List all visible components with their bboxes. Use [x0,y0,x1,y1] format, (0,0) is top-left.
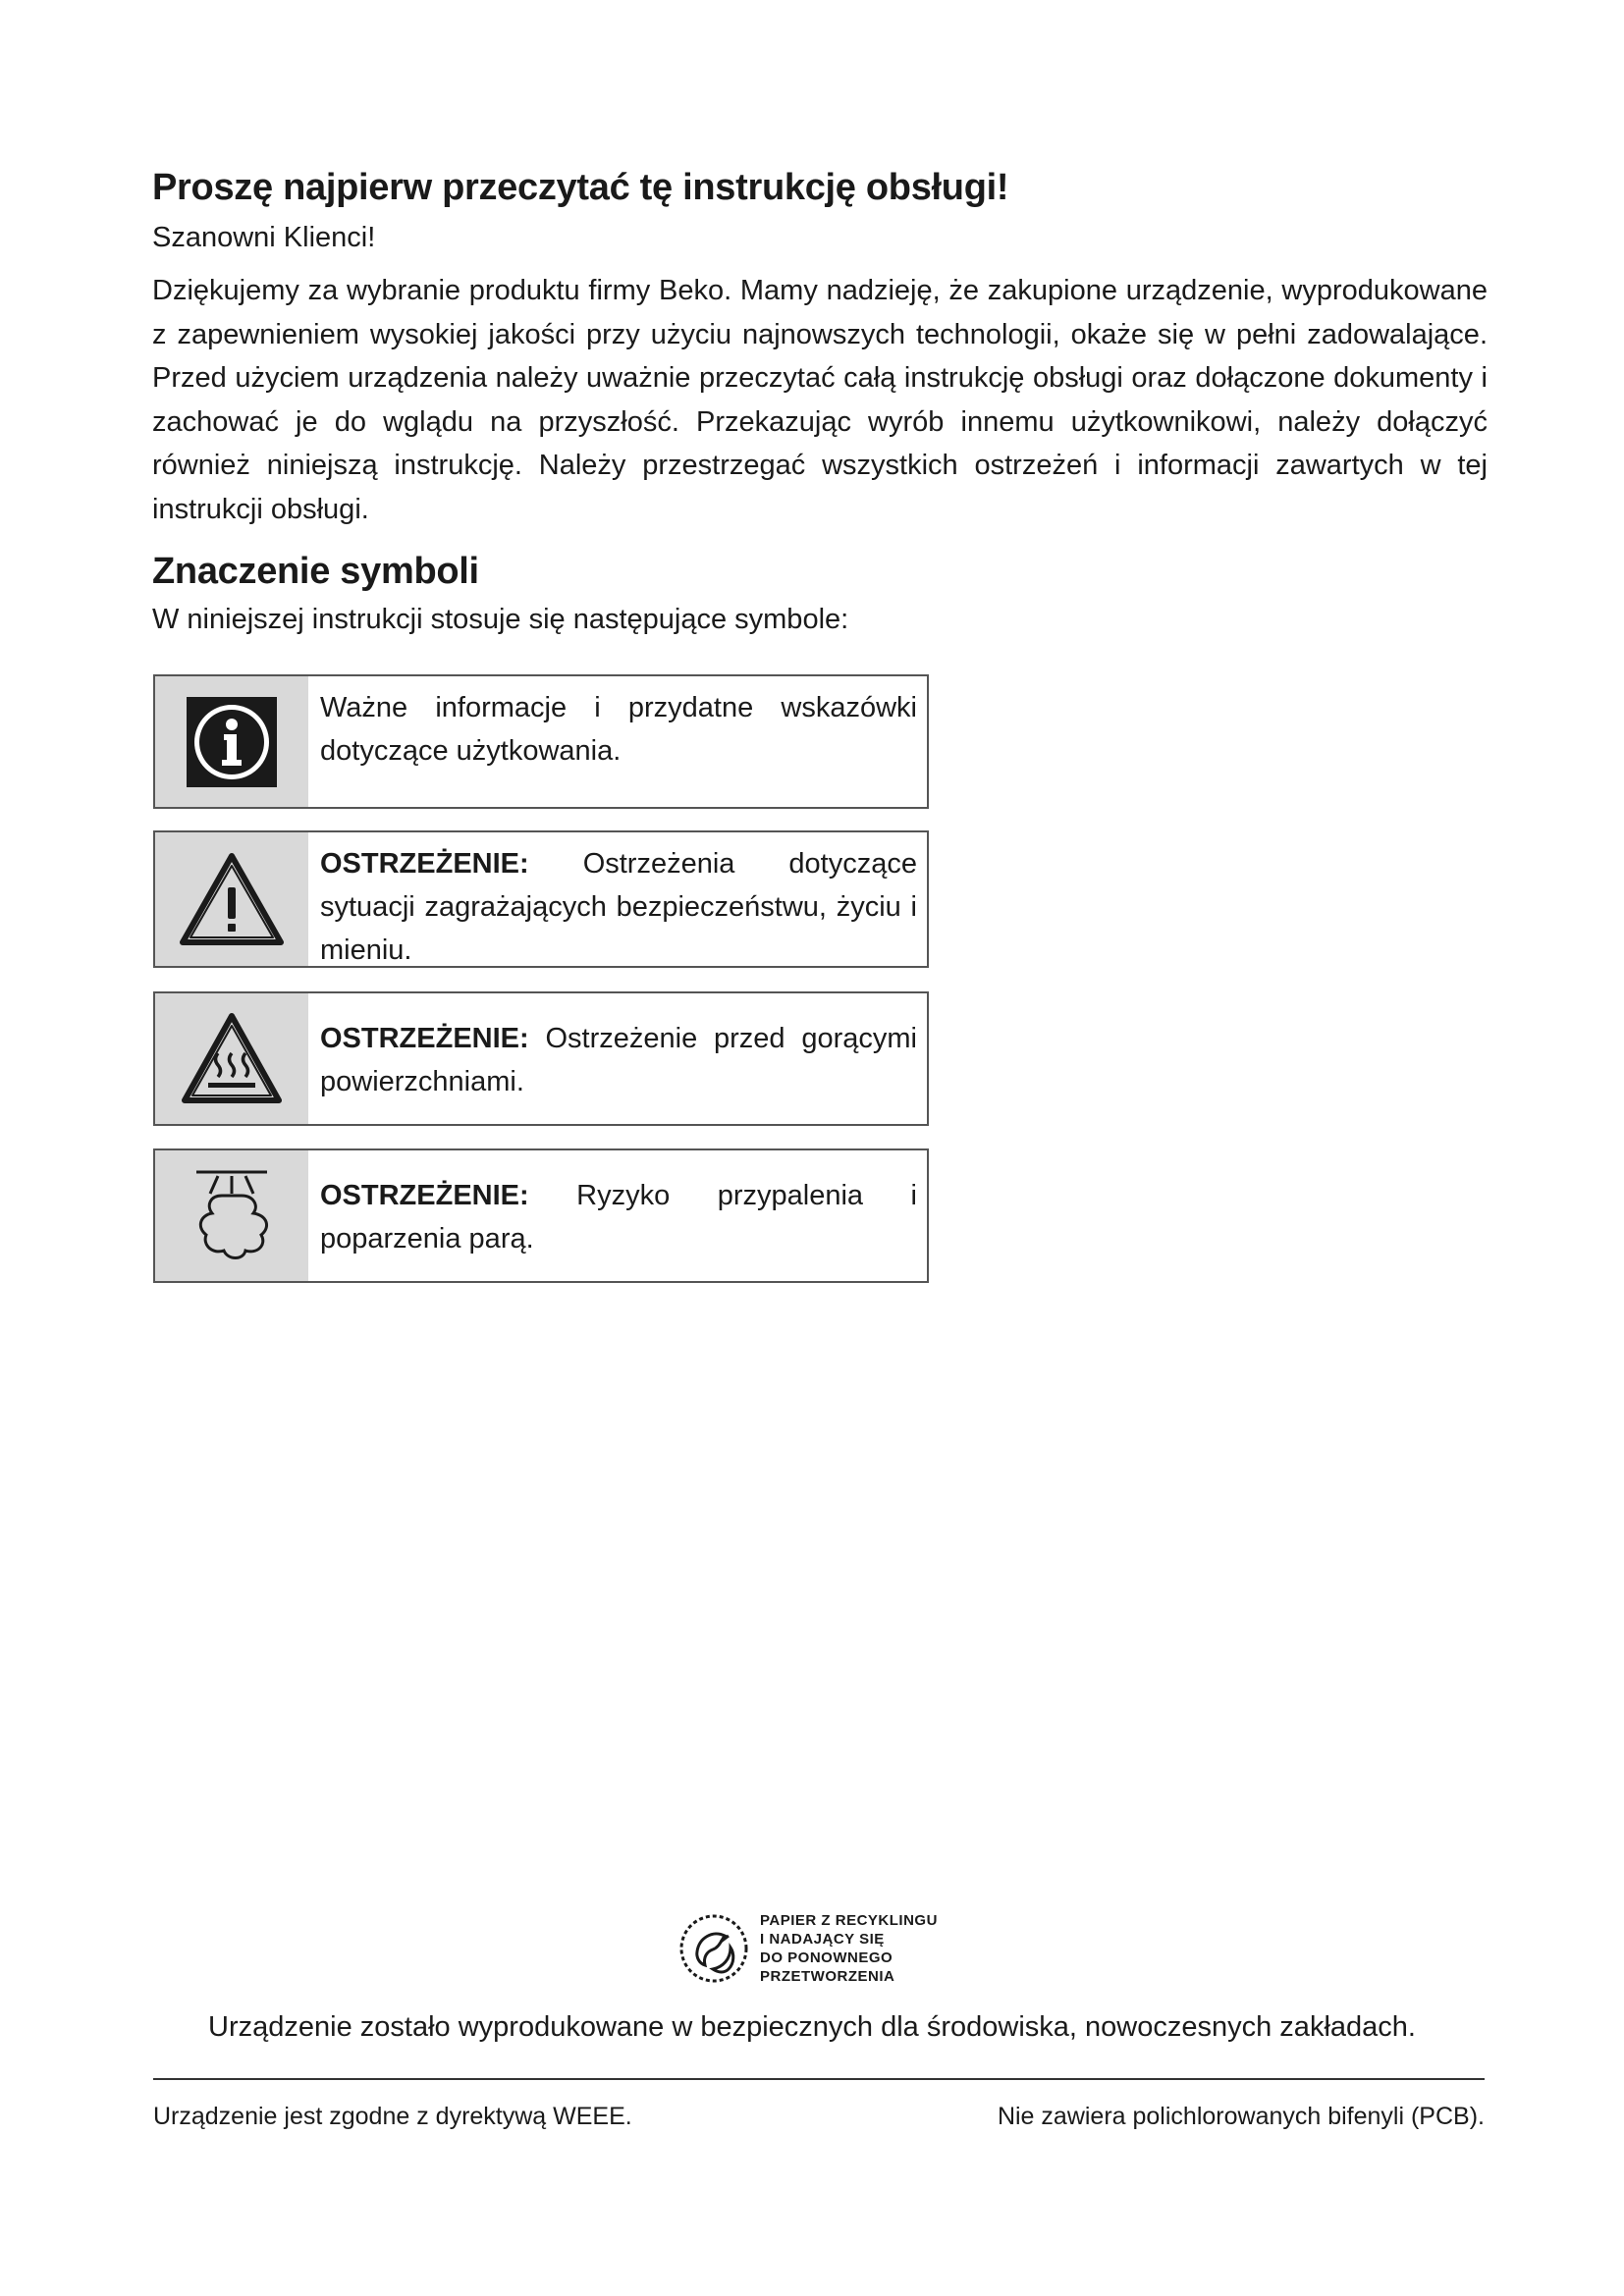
symbol-row-info [153,674,929,809]
symbol-text [308,832,927,966]
symbol-row-warning [153,830,929,968]
recycled-paper-badge [677,1904,972,1993]
footer-pcb-note: Nie zawiera polichlorowanych bifenyli (PCB). [997,2103,1485,2130]
symbol-row-steam [153,1148,929,1283]
symbol-row-hot-surface [153,991,929,1126]
warning-label: OSTRZEŻENIE: [320,1023,529,1054]
icon-cell [155,832,308,966]
symbol-text [308,993,927,1124]
hot-surface-icon [181,1012,283,1106]
symbol-description: Ryzyko przypalenia i poparzenia parą. [320,1180,917,1255]
recycle-line-3: DO PONOWNEGO [760,1949,893,1966]
symbols-heading: Znaczenie symboli [152,551,479,592]
page-content [152,165,1488,639]
eco-note: Urządzenie zostało wyprodukowane w bezpiecznych dla środowiska, nowoczesnych zakładach. [208,2011,1416,2043]
footer-weee-note: Urządzenie jest zgodne z dyrektywą WEEE. [153,2103,632,2130]
warning-label: OSTRZEŻENIE: [320,1180,529,1211]
info-icon [185,695,279,789]
footer-divider [153,2078,1485,2080]
recycled-paper-icon [677,1912,750,1985]
warning-triangle-icon [177,850,287,948]
recycled-paper-text [760,1911,938,1986]
warning-label: OSTRZEŻENIE: [320,848,529,880]
page-title: Proszę najpierw przeczytać tę instrukcję obsługi! [152,167,1009,208]
icon-cell [155,1150,308,1281]
symbol-text [308,1150,927,1281]
recycle-line-4: PRZETWORZENIA [760,1968,895,1985]
recycle-line-2: I NADAJĄCY SIĘ [760,1931,885,1948]
symbol-description: Ważne informacje i przydatne wskazówki dotyczące użytkowania. [320,692,917,767]
icon-cell [155,676,308,807]
icon-cell [155,993,308,1124]
symbol-description: Ostrzeżenia dotyczące sytuacji zagrażających bezpieczeństwu, życiu i mieniu. [320,848,917,966]
greeting: Szanowni Klienci! [152,222,376,253]
symbol-description: Ostrzeżenie przed gorącymi powierzchniami. [320,1023,918,1097]
intro-paragraph: Dziękujemy za wybranie produktu firmy Beko. Mamy nadzieję, że zakupione urządzenie, wyprodukowane z zapewnieniem wysokiej jakości przy użyciu najnowszych technologii, okaże się w pełni zadowalające. Przed użyciem urządzenia należy uważnie przeczytać całą instrukcję obsługi oraz dołączone dokumenty i zachować je do wglądu na przyszłość. Przekazując wyrób innemu użytkownikowi, należy dołączyć również niniejszą instrukcję. Należy przestrzegać wszystkich ostrzeżeń i informacji zawartych w tej instrukcji obsługi. [152,275,1488,525]
symbol-text [308,676,927,807]
symbols-lead: W niniejszej instrukcji stosuje się następujące symbole: [152,604,849,635]
recycle-line-1: PAPIER Z RECYKLINGU [760,1912,938,1929]
steam-icon [183,1162,281,1270]
